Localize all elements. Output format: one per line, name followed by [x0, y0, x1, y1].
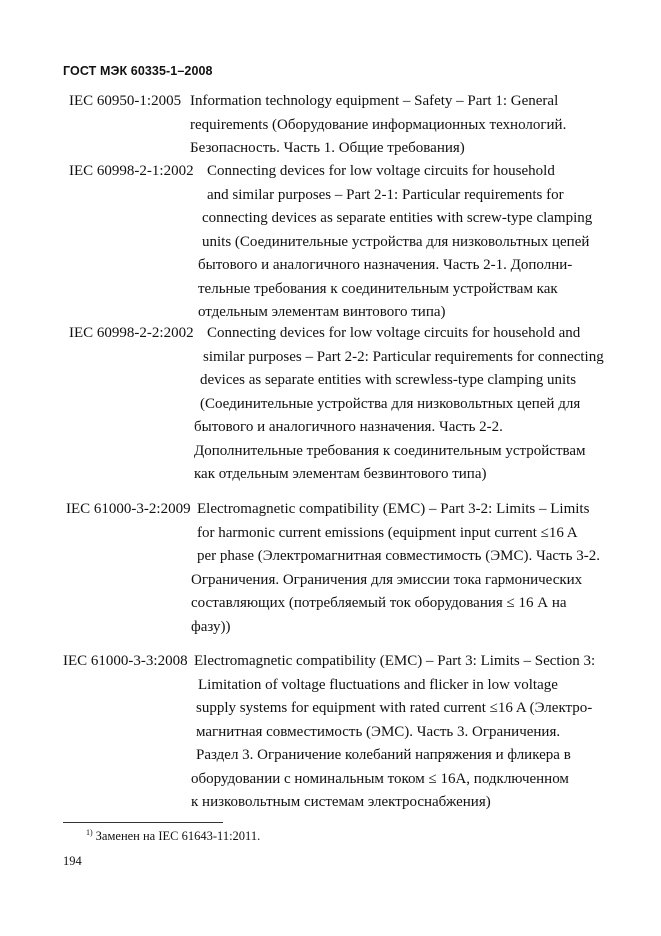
reference-text-line: similar purposes – Part 2-2: Particular requirements for connecting	[203, 348, 604, 365]
reference-text-line: for harmonic current emissions (equipment input current ≤16 A	[197, 524, 578, 541]
reference-text-line: per phase (Электромагнитная совместимость (ЭМС). Часть 3-2.	[197, 548, 600, 564]
reference-text-line: devices as separate entities with screwless-type clamping units	[200, 372, 577, 388]
reference-text-line: Ограничения. Ограничения для эмиссии тока гармонических	[191, 571, 583, 588]
reference-text-line: магнитная совместимость (ЭМС). Часть 3. Ограничения.	[196, 723, 561, 740]
reference-text-line: составляющих (потребляемый ток оборудования ≤ 16 А на	[191, 595, 567, 611]
reference-text-line: Electromagnetic compatibility (EMC) – Part 3-2: Limits – Limits	[197, 501, 590, 517]
reference-text-line: к низковольтным системам электроснабжения)	[191, 794, 491, 810]
reference-text-line: Безопасность. Часть 1. Общие требования)	[190, 140, 465, 156]
reference-text-line: Electromagnetic compatibility (EMC) – Part 3: Limits – Section 3:	[194, 653, 596, 669]
reference-text-line: and similar purposes – Part 2-1: Particular requirements for	[207, 186, 564, 203]
reference-text-line: Дополнительные требования к соединительным устройствам	[194, 442, 586, 459]
reference-text-line: requirements (Оборудование информационных технологий.	[190, 116, 567, 133]
footnote-divider	[63, 822, 223, 823]
reference-text-line: отдельным элементам винтового типа)	[198, 304, 446, 320]
reference-code: IEC 61000-3-2:2009	[66, 501, 191, 517]
reference-text-line: бытового и аналогичного назначения. Часть 2-2.	[194, 419, 503, 435]
reference-code: IEC 60950-1:2005	[69, 93, 182, 109]
footnote-text: Заменен на IEC 61643-11:2011.	[95, 829, 261, 843]
reference-text-line: Limitation of voltage fluctuations and flicker in low voltage	[198, 676, 558, 693]
reference-text-line: connecting devices as separate entities with screw-type clamping	[202, 210, 593, 226]
reference-text-line: Раздел 3. Ограничение колебаний напряжения и фликера в	[196, 747, 571, 763]
reference-text-line: Connecting devices for low voltage circuits for household	[207, 163, 555, 179]
reference-text-line: Connecting devices for low voltage circuits for household and	[207, 325, 581, 341]
reference-text-line: units (Соединительные устройства для низковольтных цепей	[202, 233, 590, 250]
reference-code: IEC 60998-2-1:2002	[69, 163, 194, 179]
reference-text-line: оборудовании с номинальным током ≤ 16А, подключенном	[191, 770, 569, 787]
reference-code: IEC 61000-3-3:2008	[63, 653, 188, 669]
reference-text-line: supply systems for equipment with rated current ≤16 A (Электро-	[196, 700, 593, 716]
reference-text-line: бытового и аналогичного назначения. Часть 2-1. Дополни-	[198, 257, 573, 273]
reference-text-line: Information technology equipment – Safety – Part 1: General	[190, 93, 559, 109]
footnote-marker: 1)	[86, 828, 93, 837]
reference-text-line: как отдельным элементам безвинтового типа)	[194, 466, 487, 482]
reference-text-line: тельные требования к соединительным устройствам как	[198, 280, 558, 297]
footnote	[86, 828, 260, 844]
reference-code: IEC 60998-2-2:2002	[69, 325, 194, 341]
page-number: 194	[63, 854, 82, 868]
reference-text-line: фазу))	[191, 618, 231, 635]
document-header: ГОСТ МЭК 60335-1–2008	[63, 64, 213, 78]
reference-text-line: (Соединительные устройства для низковольтных цепей для	[200, 395, 581, 412]
